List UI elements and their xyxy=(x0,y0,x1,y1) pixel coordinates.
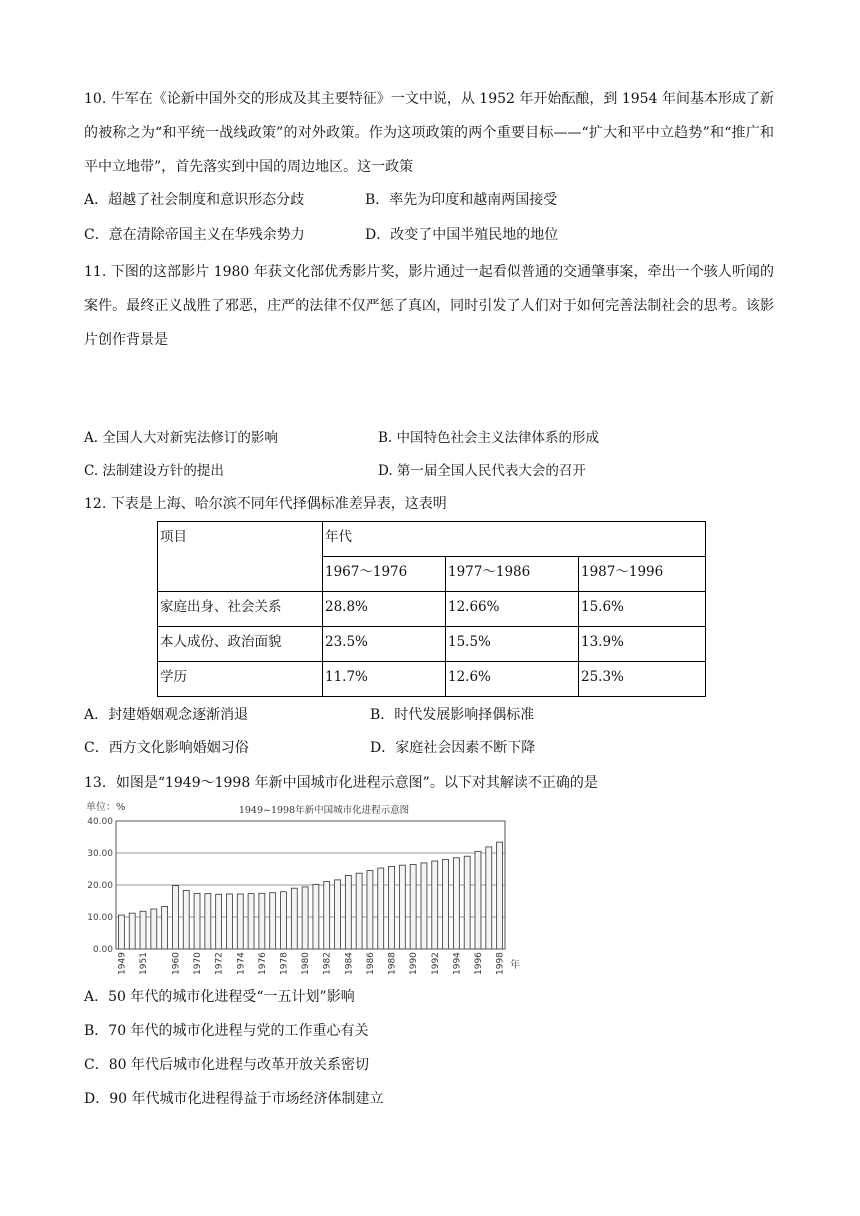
q11-option-c[interactable]: C. 法制建设方针的提出 xyxy=(84,463,224,479)
chart-bar xyxy=(162,906,168,949)
chart-bar xyxy=(410,865,416,949)
chart-x-tick-label: 1949 xyxy=(117,952,128,975)
chart-x-tick-label: 1951 xyxy=(139,952,150,975)
chart-bar xyxy=(421,863,427,949)
chart-x-tick-label: 1972 xyxy=(214,952,225,975)
chart-bar xyxy=(399,865,405,949)
chart-x-tick-label: 1998 xyxy=(495,952,506,975)
q13-option-b[interactable]: B．70 年代的城市化进程与党的工作重心有关 xyxy=(84,1023,369,1039)
chart-x-tick-label: 1996 xyxy=(473,952,484,975)
question-10-text: 10. 牛军在《论新中国外交的形成及其主要特征》一文中说，从 1952 年开始酝酿，到 1954 年间基本形成了新的被称之为“和平统一战线政策”的对外政策。作为这项政策的两个重要目标——“扩大和平中立趋势”和“推广和平中立地带”，首先落实到中国的周边地区。这一政策 xyxy=(84,91,774,175)
chart-bar xyxy=(140,911,146,949)
table-row-label: 学历 xyxy=(158,662,323,697)
q13-option-a[interactable]: A．50 年代的城市化进程受“一五计划”影响 xyxy=(84,989,355,1005)
table-cell: 15.5% xyxy=(446,627,579,662)
table-cell: 23.5% xyxy=(323,627,446,662)
question-12-text: 12. 下表是上海、哈尔滨不同年代择偶标准差异表，这表明 xyxy=(84,496,447,512)
chart-bar xyxy=(237,894,243,949)
chart-bar xyxy=(151,909,157,949)
chart-x-tick-label: 1978 xyxy=(279,952,290,975)
chart-bar xyxy=(172,886,178,949)
chart-x-tick-label: 1970 xyxy=(193,952,204,975)
table-header-year: 年代 xyxy=(323,522,706,557)
chart-bar xyxy=(226,894,232,949)
q11-option-a[interactable]: A. 全国人大对新宪法修订的影响 xyxy=(84,430,278,446)
chart-bar xyxy=(216,894,222,949)
chart-bar xyxy=(475,851,481,949)
chart-bar xyxy=(345,875,351,949)
chart-bar xyxy=(464,856,470,949)
table-cell: 15.6% xyxy=(579,592,706,627)
chart-bar xyxy=(497,842,503,949)
q10-option-d[interactable]: D．改变了中国半殖民地的地位 xyxy=(365,227,559,243)
table-cell: 12.6% xyxy=(446,662,579,697)
chart-x-tick-label: 1986 xyxy=(365,952,376,975)
chart-bar xyxy=(367,871,373,949)
chart-bar xyxy=(291,888,297,949)
chart-bar xyxy=(432,861,438,949)
q13-option-d[interactable]: D．90 年代城市化进程得益于市场经济体制建立 xyxy=(84,1091,384,1107)
chart-y-tick-label: 10.00 xyxy=(87,913,113,923)
chart-bar xyxy=(313,884,319,949)
chart-unit-label: 单位：% xyxy=(86,802,126,813)
chart-bar xyxy=(324,881,330,949)
chart-bar xyxy=(248,894,254,949)
chart-x-tick-label: 1982 xyxy=(322,952,333,975)
chart-bar xyxy=(129,913,135,949)
chart-title: 1949~1998年新中国城市化进程示意图 xyxy=(238,805,410,816)
table-cell: 12.66% xyxy=(446,592,579,627)
q13-option-c[interactable]: C．80 年代后城市化进程与改革开放关系密切 xyxy=(84,1057,369,1073)
chart-x-tick-label: 1980 xyxy=(301,952,312,975)
chart-y-tick-label: 30.00 xyxy=(87,849,113,859)
chart-bar xyxy=(486,847,492,949)
question-13-text: 13．如图是“1949～1998 年新中国城市化进程示意图”。以下对其解读不正确的是 xyxy=(84,775,598,791)
chart-x-tick-label: 1994 xyxy=(452,952,463,975)
table-period-cell: 1967～1976 xyxy=(323,557,446,592)
table-header-item: 项目 xyxy=(158,522,323,592)
chart-x-tick-label: 1974 xyxy=(236,952,247,975)
chart-bar xyxy=(194,893,200,949)
marriage-criteria-table xyxy=(157,521,706,697)
urbanization-chart xyxy=(84,800,524,978)
table-cell: 11.7% xyxy=(323,662,446,697)
chart-x-tick-label: 1960 xyxy=(171,952,182,975)
q10-option-c[interactable]: C．意在清除帝国主义在华残余势力 xyxy=(84,227,305,243)
chart-bar xyxy=(356,873,362,949)
chart-bar xyxy=(335,880,341,949)
table-period-cell: 1987～1996 xyxy=(579,557,706,592)
q12-option-b[interactable]: B．时代发展影响择偶标准 xyxy=(370,707,535,723)
table-cell: 28.8% xyxy=(323,592,446,627)
table-row xyxy=(158,627,706,662)
chart-bar xyxy=(205,894,211,949)
table-period-cell: 1977～1986 xyxy=(446,557,579,592)
chart-y-tick-label: 20.00 xyxy=(87,881,113,891)
chart-y-tick-label: 0.00 xyxy=(92,945,113,955)
q12-option-d[interactable]: D．家庭社会因素不断下降 xyxy=(370,740,536,756)
chart-bar xyxy=(378,868,384,949)
q10-option-a[interactable]: A．超越了社会制度和意识形态分歧 xyxy=(84,192,305,208)
chart-bar xyxy=(443,859,449,949)
chart-bar xyxy=(453,858,459,949)
chart-bar xyxy=(183,890,189,949)
chart-y-tick-label: 40.00 xyxy=(87,817,113,827)
chart-x-tick-label: 1990 xyxy=(409,952,420,975)
chart-x-tick-label: 1992 xyxy=(430,952,441,975)
table-cell: 13.9% xyxy=(579,627,706,662)
table-row-label: 家庭出身、社会关系 xyxy=(158,592,323,627)
chart-bar xyxy=(270,893,276,949)
chart-x-tick-label: 1984 xyxy=(344,952,355,975)
table-row xyxy=(158,592,706,627)
chart-bars xyxy=(118,842,502,949)
chart-bar xyxy=(281,892,287,949)
table-row xyxy=(158,662,706,697)
chart-bar xyxy=(259,893,265,949)
q12-option-c[interactable]: C．西方文化影响婚姻习俗 xyxy=(84,740,249,756)
table-row-label: 本人成份、政治面貌 xyxy=(158,627,323,662)
q11-option-b[interactable]: B. 中国特色社会主义法律体系的形成 xyxy=(378,430,600,446)
chart-bar xyxy=(118,915,124,949)
table-cell: 25.3% xyxy=(579,662,706,697)
table-header-row xyxy=(158,522,706,557)
chart-x-axis xyxy=(117,952,505,975)
chart-bar xyxy=(302,887,308,949)
q12-option-a[interactable]: A．封建婚姻观念逐渐消退 xyxy=(84,707,249,723)
chart-x-tick-label: 1976 xyxy=(257,952,268,975)
chart-x-tick-label: 1988 xyxy=(387,952,398,975)
chart-x-suffix: 年 xyxy=(510,960,520,971)
q11-option-d[interactable]: D. 第一届全国人民代表大会的召开 xyxy=(378,463,586,479)
q10-option-b[interactable]: B．率先为印度和越南两国接受 xyxy=(365,192,558,208)
question-11-text: 11. 下图的这部影片 1980 年获文化部优秀影片奖，影片通过一起看似普通的交通肇事案，牵出一个骇人听闻的案件。最终正义战胜了邪恶，庄严的法律不仅严惩了真凶，同时引发了人们对于如何完善法制社会的思考。该影片创作背景是 xyxy=(84,264,774,348)
chart-bar xyxy=(389,866,395,949)
